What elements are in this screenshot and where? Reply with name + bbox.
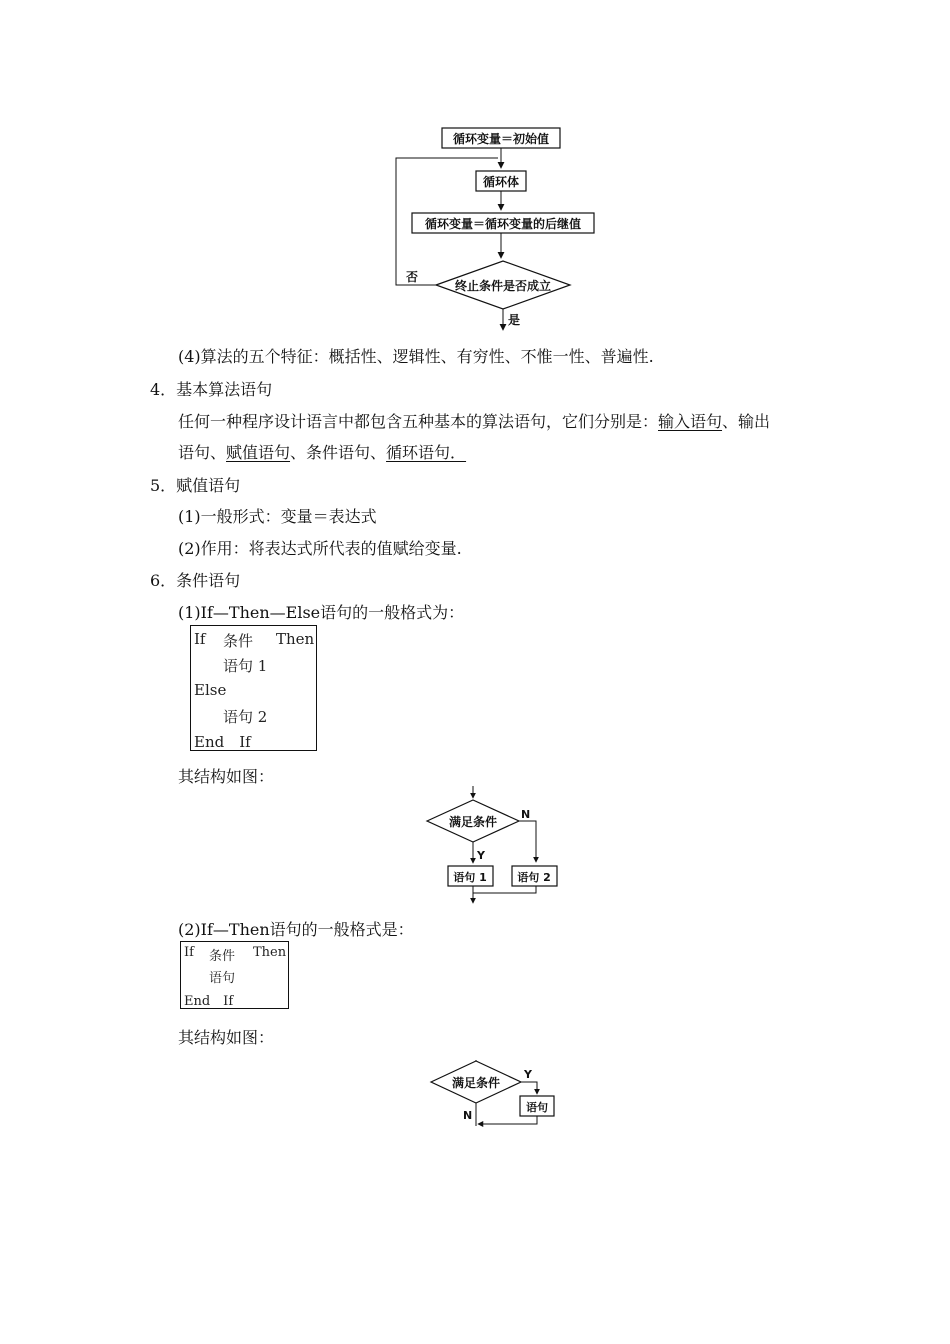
sec5-form: (1)一般形式：变量＝表达式 — [178, 507, 377, 526]
no-label: 否 — [406, 270, 419, 284]
algo-features: (4)算法的五个特征：概括性、逻辑性、有穷性、不惟一性、普遍性. — [178, 347, 654, 366]
sec5-title: 5．赋值语句 — [150, 476, 241, 495]
code2-if: If — [184, 945, 194, 960]
ifelse-flowchart — [420, 782, 570, 907]
ifthen-y-label: Y — [524, 1068, 532, 1081]
ifelse-stmt2-label: 语句 2 — [517, 871, 551, 884]
ifelse-y-label: Y — [477, 849, 485, 862]
ifthen-condition-label: 满足条件 — [451, 1076, 501, 1090]
sec6-title: 6．条件语句 — [150, 571, 241, 590]
yes-label: 是 — [508, 313, 521, 327]
ifelse-stmt1-label: 语句 1 — [453, 871, 487, 884]
code2-then: Then — [253, 945, 287, 960]
answer-loop-statement: 循环语句． — [386, 443, 467, 462]
sec4-title: 4．基本算法语句 — [150, 380, 273, 399]
answer-assign-statement: 赋值语句 — [226, 443, 291, 462]
ifthen-flowchart — [425, 1055, 565, 1135]
ifelse-condition-label: 满足条件 — [448, 815, 498, 829]
sec4-line1: 任何一种程序设计语言中都包含五种基本的算法语句，它们分别是：输入语句、输出 — [178, 412, 771, 431]
code2-stmt: 语句 — [209, 971, 236, 986]
ifthen-stmt-label: 语句 — [526, 1101, 548, 1114]
code-cond: 条件 — [223, 632, 254, 650]
answer-input-statement: 输入语句 — [658, 412, 723, 431]
loop-flowchart — [380, 120, 600, 335]
code-ifelse — [190, 625, 317, 751]
code2-cond: 条件 — [209, 949, 236, 964]
code-stmt1: 语句 1 — [223, 657, 268, 675]
sec4-line2: 语句、赋值语句、条件语句、循环语句． — [178, 443, 467, 462]
structure-caption-2: 其结构如图： — [178, 1028, 275, 1047]
sec6-ifthen-heading: (2)If—Then语句的一般格式是： — [178, 920, 414, 939]
code-endif: End If — [194, 733, 251, 751]
condition-label: 终止条件是否成立 — [454, 279, 552, 293]
init-label: 循环变量＝初始值 — [452, 132, 550, 146]
code2-endif: End If — [184, 994, 234, 1009]
ifthen-n-label: N — [463, 1109, 473, 1122]
code-then: Then — [276, 630, 315, 648]
code-else: Else — [194, 681, 227, 699]
body-label: 循环体 — [482, 175, 520, 189]
update-label: 循环变量＝循环变量的后继值 — [424, 217, 582, 231]
code-ifthen — [180, 941, 289, 1009]
code-if: If — [194, 630, 206, 648]
ifelse-n-label: N — [521, 808, 531, 821]
sec5-use: (2)作用：将表达式所代表的值赋给变量. — [178, 539, 462, 558]
sec6-ifelse-heading: (1)If—Then—Else语句的一般格式为： — [178, 603, 465, 622]
code-stmt2: 语句 2 — [223, 708, 268, 726]
structure-caption-1: 其结构如图： — [178, 767, 275, 786]
